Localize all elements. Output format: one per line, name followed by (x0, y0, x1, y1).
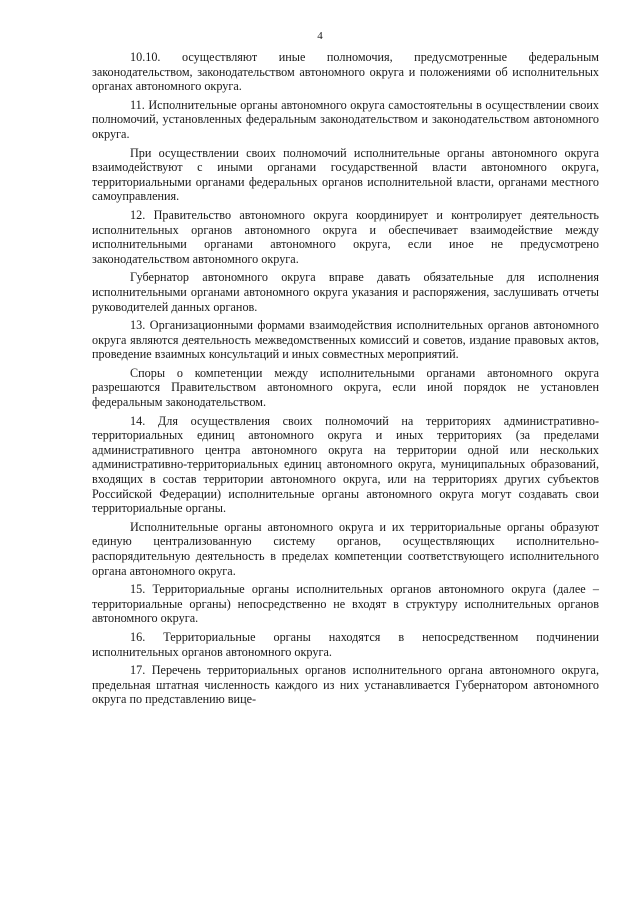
paragraph-11: 11. Исполнительные органы автономного округа самостоятельны в осуществлении своих полномочий, установленных федеральным законодательством и законодательством автономного округа. (92, 97, 599, 141)
paragraph-14: 14. Для осуществления своих полномочий на территориях административно-территориальных единиц автономного округа и иных территориях (за пределами административного центра автономного округа на территории одной или нескольких административно-территориальных единиц автономного округа, муниципальных образований, входящих в состав территории автономного округа, или на территориях других субъектов Российской Федерации) исполнительные органы автономного округа могут создавать свои территориальные органы. (92, 413, 599, 516)
paragraph-13-disputes: Споры о компетенции между исполнительными органами автономного округа разрешаются Правительством автономного округа, если иной порядок не установлен федеральным законодательством. (92, 365, 599, 410)
page-number: 4 (317, 30, 323, 42)
document-body (92, 50, 599, 711)
paragraph-15: 15. Территориальные органы исполнительных органов автономного округа (далее – территориальные органы) непосредственно не входят в структуру исполнительных органов автономного округа. (92, 582, 599, 626)
paragraph-12-governor: Губернатор автономного округа вправе давать обязательные для исполнения исполнительными органами автономного округа указания и распоряжения, заслушивать отчеты руководителей данных органов. (92, 270, 599, 314)
paragraph-14-system: Исполнительные органы автономного округа и их территориальные органы образуют единую централизованную систему органов, осуществляющих исполнительно-распорядительную деятельность в пределах компетенции соответствующего исполнительного органа автономного округа. (92, 519, 599, 578)
paragraph-17: 17. Перечень территориальных органов исполнительного органа автономного округа, предельная штатная численность каждого из них устанавливается Губернатором автономного округа по представлению вице- (92, 663, 599, 707)
paragraph-12: 12. Правительство автономного округа координирует и контролирует деятельность исполнительных органов автономного округа и обеспечивает взаимодействие между исполнительными органами автономного округа, если иное не предусмотрено законодательством автономного округа. (92, 207, 599, 266)
paragraph-10-10: 10.10. осуществляют иные полномочия, предусмотренные федеральным законодательством, законодательством автономного округа и положениями об исполнительных органах автономного округа. (92, 50, 599, 94)
paragraph-13: 13. Организационными формами взаимодействия исполнительных органов автономного округа являются деятельность межведомственных комиссий и советов, издание правовых актов, проведение взаимных консультаций и иных совместных мероприятий. (92, 318, 599, 362)
paragraph-16: 16. Территориальные органы находятся в непосредственном подчинении исполнительных органов автономного округа. (92, 629, 599, 659)
paragraph-11-interaction: При осуществлении своих полномочий исполнительные органы автономного округа взаимодействуют с иными органами государственной власти автономного округа, территориальными органами федеральных органов исполнительной власти, органами местного самоуправления. (92, 145, 599, 204)
